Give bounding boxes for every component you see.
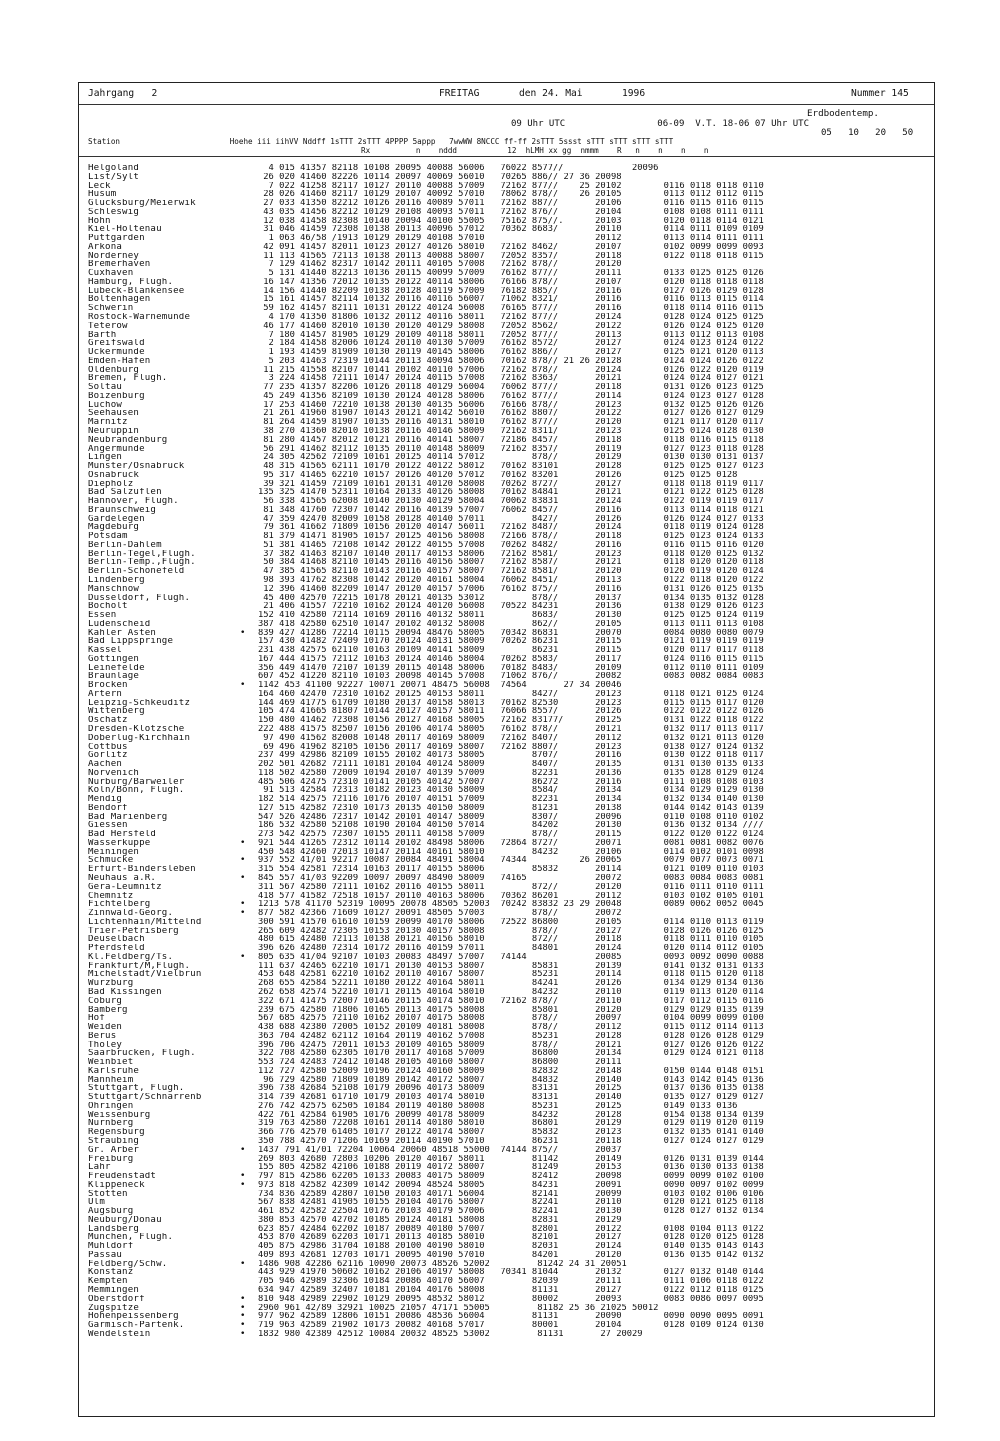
table-row: 1 063 46/58 /1913 10129 20129 40108 57010 20112 0113 0114 0111 0111 bbox=[258, 234, 764, 243]
table-row: 167 444 41575 72112 10163 20124 40146 58004 70262 8583/ 20117 0124 0116 0115 0115 bbox=[258, 654, 764, 664]
mountain-station-marker: • bbox=[240, 681, 246, 690]
station-name: Helgoland bbox=[88, 164, 140, 173]
table-row: 7 180 41457 81905 10129 20109 40118 58011 72052 877// 20113 0113 0112 0113 0108 bbox=[258, 330, 764, 340]
station-name: Braunlage bbox=[88, 672, 140, 682]
station-name: Gr. Arber • bbox=[88, 1145, 246, 1155]
mountain-station-marker: • bbox=[240, 952, 246, 962]
header-rule bbox=[79, 104, 934, 105]
station-name: Essen bbox=[88, 611, 117, 620]
station-name: Weissenburg bbox=[88, 1110, 151, 1120]
table-row: 719 963 42589 21902 10173 20082 40168 57017 80001 20104 0128 0109 0124 0130 bbox=[258, 1321, 764, 1330]
station-name: Berlin-Dahlem bbox=[88, 540, 162, 550]
station-name: Wendelstein • bbox=[88, 1329, 246, 1339]
mountain-station-marker: • bbox=[240, 628, 246, 638]
table-row: 144 469 41775 61709 10180 20137 40158 58013 70162 82530 20123 0115 0115 0117 0120 bbox=[258, 698, 764, 708]
station-name: Saarbrücken, Flugh. bbox=[88, 1049, 196, 1059]
table-row: 396 738 42684 52108 10179 20096 40173 58009 83131 20125 0137 0136 0135 0138 bbox=[258, 1084, 764, 1094]
table-row: 2 184 41458 82006 10124 20110 40130 57009 76162 8572/ 20127 0124 0123 0124 0122 bbox=[258, 339, 764, 349]
station-name: Neubrandenburg bbox=[88, 435, 168, 445]
table-row: 46 177 41460 82010 10130 20120 40129 58008 72052 8562/ 20122 0126 0124 0125 0120 bbox=[258, 321, 764, 331]
table-row: 567 838 42481 41905 10155 20104 40176 58007 82241 20110 0120 0121 0125 0118 bbox=[258, 1198, 764, 1208]
table-row: 56 291 41462 82112 10135 20110 40148 58009 72162 8357/ 20119 0127 0123 0118 0128 bbox=[258, 444, 764, 454]
table-row: 314 739 42681 61710 10179 20103 40174 58010 83131 20140 0135 0127 0129 0127 bbox=[258, 1093, 764, 1102]
station-name: Bad Lippspringe bbox=[88, 637, 174, 647]
station-name: Lichtenhain/Mittelnd bbox=[88, 917, 202, 927]
table-row: 186 532 42580 52108 10190 20104 40150 57014 84202 20130 0136 0132 0134 //// bbox=[258, 821, 764, 831]
table-row: 127 515 42582 72310 10173 20135 40150 58009 81231 20138 0144 0142 0143 0139 bbox=[258, 803, 764, 813]
station-name: Angermünde bbox=[88, 444, 145, 454]
table-row: 443 929 41970 50602 10162 20106 40197 58008 70341 81044 20132 0127 0132 0140 0144 bbox=[258, 1268, 764, 1278]
station-name: Görlitz bbox=[88, 751, 128, 761]
table-row: 118 502 42580 72009 10194 20107 40139 57009 82231 20136 0135 0128 0129 0124 bbox=[258, 768, 764, 778]
col-head-line1: 09 Uhr UTC 06-09 V.T. 18-06 07 Uhr UTC bbox=[511, 119, 810, 129]
table-row: 623 857 42484 62202 10187 20089 40180 57007 82801 20122 0108 0104 0113 0122 bbox=[258, 1224, 764, 1234]
station-name: Lingen bbox=[88, 453, 123, 463]
table-row: 12 038 41458 82308 10140 20094 40100 55005 75162 875//. 20103 0120 0118 0114 0121 bbox=[258, 216, 764, 226]
station-name: Frankfurt/M,Flugh. bbox=[88, 961, 191, 971]
table-row: 5 203 41463 72319 10144 20113 40094 58006 70162 878// 21 26 20128 0124 0124 0126 0122 bbox=[258, 356, 764, 366]
station-name: Feldberg/Schw. • bbox=[88, 1259, 246, 1269]
table-row: 845 557 41/03 92209 10097 20097 48490 58009 74165 20072 0083 0084 0083 0081 bbox=[258, 874, 764, 883]
table-row: 973 818 42582 42309 10142 20094 48524 58005 84231 20091 0090 0097 0102 0099 bbox=[258, 1180, 764, 1190]
station-name: Tholey bbox=[88, 1040, 123, 1050]
table-row: 48 315 41565 62111 10170 20122 40122 58012 70162 83101 20128 0125 0125 0127 0123 bbox=[258, 462, 764, 471]
table-row: 269 803 42680 72803 10206 20120 40167 58011 81142 20149 0126 0131 0139 0144 bbox=[258, 1154, 764, 1164]
station-name: Mühldorf bbox=[88, 1242, 134, 1251]
table-row: 45 400 42570 72215 10178 20121 40135 53012 878// 20137 0134 0135 0132 0128 bbox=[258, 593, 764, 603]
table-row: 1 193 41459 81909 10130 20119 40145 58006 76162 886// 20127 0125 0121 0120 0113 bbox=[258, 348, 764, 357]
station-name: Nürburg/Barweiler bbox=[88, 777, 185, 787]
table-row: 387 418 42580 62510 10147 20102 40132 58008 862// 20105 0113 0111 0113 0108 bbox=[258, 619, 764, 629]
table-row: 1142 453 41100 92227 10071 20071 48475 56008 74564 27 34 20046 bbox=[258, 681, 622, 690]
station-name: Aachen bbox=[88, 760, 123, 769]
station-name: Coburg bbox=[88, 996, 123, 1006]
station-name: Kempten bbox=[88, 1277, 128, 1286]
station-name: Leinefelde bbox=[88, 663, 145, 673]
station-name: Hof bbox=[88, 1014, 106, 1024]
station-name: Emden-Hafen bbox=[88, 356, 151, 366]
station-name: Chemnitz bbox=[88, 891, 134, 901]
table-row: 96 729 42580 71809 10189 20142 40172 58007 84832 20140 0143 0142 0145 0136 bbox=[258, 1075, 764, 1085]
table-row: 5 131 41440 82213 10136 20115 40099 57009 76162 877// 20111 0133 0125 0125 0126 bbox=[258, 269, 764, 278]
station-name: Glücksburg/Meierwik bbox=[88, 199, 196, 208]
table-row: 24 305 42562 72109 10161 20125 40114 57012 878// 20129 0130 0130 0131 0137 bbox=[258, 453, 764, 463]
station-name: München, Flugh. bbox=[88, 1233, 174, 1243]
station-name: Boizenburg bbox=[88, 391, 145, 401]
station-name: Stuttgart/Schnarrenb bbox=[88, 1093, 202, 1102]
station-name: Potsdam bbox=[88, 532, 128, 541]
station-name: Bad Marienberg bbox=[88, 812, 168, 822]
station-name: Cottbus bbox=[88, 742, 128, 752]
station-name: Marnitz bbox=[88, 418, 128, 427]
station-name: Berus bbox=[88, 1031, 117, 1041]
station-name: Oschatz bbox=[88, 716, 128, 725]
mountain-station-marker: • bbox=[240, 1312, 246, 1322]
table-row: 11 113 41565 72113 10138 20113 40088 58007 72052 8357/ 20118 0122 0118 0118 0115 bbox=[258, 251, 764, 261]
station-name: Schwerin bbox=[88, 304, 134, 314]
station-name: Norderney bbox=[88, 251, 140, 261]
table-row: 231 438 42575 62110 10163 20109 40141 58009 86231 20115 0120 0117 0117 0118 bbox=[258, 646, 764, 655]
table-row: 51 381 41465 72108 10142 20122 40155 57008 70262 8482/ 20116 0116 0115 0116 0120 bbox=[258, 540, 764, 550]
table-row: 81 264 41459 81907 10135 20116 40131 58010 76162 877// 20120 0121 0117 0120 0117 bbox=[258, 418, 764, 427]
table-row: 135 325 41470 52311 10164 20133 40126 58008 70162 84841 20121 0121 0122 0125 0128 bbox=[258, 488, 764, 498]
station-name: Leipzig-Schkeuditz bbox=[88, 698, 191, 708]
station-name: Kahler Asten • bbox=[88, 628, 246, 638]
station-name: Deuselbach bbox=[88, 935, 145, 945]
station-name: Neuburg/Donau bbox=[88, 1215, 162, 1225]
table-row: 157 430 41482 72409 10170 20124 40131 58009 70262 86231 20115 0121 0119 0119 0119 bbox=[258, 637, 764, 647]
station-name: Meiningen bbox=[88, 847, 140, 857]
table-row: 273 542 42575 72307 10155 20111 40158 57009 878// 20115 0122 0120 0122 0124 bbox=[258, 830, 764, 839]
table-row: 322 708 42580 62305 10170 20117 40168 57009 86800 20134 0129 0124 0121 0118 bbox=[258, 1049, 764, 1059]
station-name: Kassel bbox=[88, 646, 123, 655]
table-row: 105 474 41665 81807 10144 20127 40157 58011 76066 8557/ 20126 0122 0122 0122 0126 bbox=[258, 707, 764, 717]
mountain-station-marker: • bbox=[240, 874, 246, 883]
table-row: 276 742 42575 62505 10184 20119 40180 58008 85231 20125 0149 0133 0136 bbox=[258, 1101, 738, 1111]
mountain-station-marker: • bbox=[240, 1145, 246, 1155]
table-row: 265 609 42482 72305 10153 20130 40157 58008 878// 20127 0128 0126 0126 0125 bbox=[258, 926, 764, 936]
table-row: 363 704 42482 62112 10164 20119 40162 57008 85231 20128 0128 0126 0128 0129 bbox=[258, 1031, 764, 1041]
table-row: 311 567 42580 72111 10162 20116 40155 58011 872// 20120 0116 0111 0110 0111 bbox=[258, 882, 764, 892]
station-name: Barth bbox=[88, 330, 117, 340]
station-name: Stötten bbox=[88, 1189, 128, 1199]
col-head-line0: Erdbodentemp. bbox=[807, 108, 879, 119]
table-row: 839 427 41286 72214 10115 20094 48476 58005 70342 86831 20070 0084 0080 0080 0079 bbox=[258, 628, 764, 638]
mountain-station-marker: • bbox=[240, 909, 246, 918]
station-name: Öhringen bbox=[88, 1101, 134, 1111]
year-label: 1996 bbox=[622, 88, 646, 99]
station-name: Landsberg bbox=[88, 1224, 140, 1234]
table-row: 21 406 41557 72210 10162 20124 40120 56008 70522 84231 20136 0138 0129 0126 0123 bbox=[258, 602, 764, 612]
station-name: Bamberg bbox=[88, 1005, 128, 1015]
table-row: 37 382 41463 82107 10140 20117 40153 58006 72162 8581/ 20123 0118 0120 0125 0132 bbox=[258, 549, 764, 559]
table-row: 4 015 41357 82118 10108 20095 40088 56006 76022 8577// 20096 bbox=[258, 164, 659, 173]
station-name: Hohn bbox=[88, 216, 111, 226]
table-row: 47 359 42470 82009 10158 20128 40140 57011 8427/ 20126 0126 0124 0127 0133 bbox=[258, 514, 764, 524]
table-row: 98 393 41762 82308 10142 20120 40161 58004 76062 8451/ 20113 0122 0118 0120 0122 bbox=[258, 575, 764, 585]
station-name: Dresden-Klotzsche bbox=[88, 725, 185, 734]
station-name: Berlin-Tegel,Flugh. bbox=[88, 549, 196, 559]
table-row: 268 655 42584 52211 10180 20122 40164 58011 84241 20126 0134 0129 0134 0136 bbox=[258, 979, 764, 988]
table-row: 453 870 42689 62203 10171 20113 40185 58010 82101 20127 0128 0120 0125 0128 bbox=[258, 1233, 764, 1243]
station-name: Hohenpeissenberg • bbox=[88, 1312, 246, 1322]
table-row: 7 022 41258 82117 10127 20110 40088 57009 72162 877// 25 20102 0116 0118 0118 0110 bbox=[258, 181, 764, 191]
station-name: Magdeburg bbox=[88, 523, 140, 533]
station-name: Brocken • bbox=[88, 681, 246, 690]
table-row: 480 615 42480 72113 10138 20121 40156 58010 872// 20118 0118 0111 0110 0105 bbox=[258, 935, 764, 945]
table-row: 59 162 41457 82111 10131 20122 40124 56008 76165 877// 20116 0118 0114 0116 0115 bbox=[258, 304, 764, 314]
table-row: 921 544 41265 72312 10114 20102 48498 58006 72864 8727/ 20071 0081 0081 0082 0076 bbox=[258, 838, 764, 848]
station-name: Berlin-Schönefeld bbox=[88, 567, 185, 576]
table-row: 15 161 41457 82114 10132 20116 40116 56007 71062 8321/ 20116 0116 0113 0115 0114 bbox=[258, 295, 764, 305]
mountain-station-marker: • bbox=[240, 1180, 246, 1190]
table-row: 1832 980 42389 42512 10084 20032 48525 53002 81131 27 20029 bbox=[258, 1329, 643, 1339]
table-row: 21 261 41960 81907 10143 20121 40142 56010 76162 8807/ 20122 0127 0126 0127 0129 bbox=[258, 409, 764, 419]
station-name: Nürnberg bbox=[88, 1119, 134, 1129]
station-name: Lindenberg bbox=[88, 575, 145, 585]
station-name: Bad Kissingen bbox=[88, 987, 162, 997]
table-row: 485 506 42475 72310 10141 20105 40142 57007 86272 20116 0111 0108 0108 0103 bbox=[258, 777, 764, 787]
mountain-station-marker: • bbox=[240, 900, 246, 910]
station-name: Trier-Petrisberg bbox=[88, 926, 179, 936]
station-name: Weiden bbox=[88, 1023, 123, 1032]
mountain-station-marker: • bbox=[240, 1172, 246, 1181]
station-name: Artern bbox=[88, 689, 123, 699]
volume-label: Jahrgang 2 bbox=[88, 88, 158, 99]
table-row: 396 706 42475 72011 10153 20109 40165 58009 878// 20121 0127 0126 0126 0122 bbox=[258, 1040, 764, 1050]
station-name: Garmisch-Partenk. • bbox=[88, 1321, 246, 1330]
station-name: Wittenberg bbox=[88, 707, 145, 717]
table-row: 734 836 42589 42807 10150 20103 40171 56004 82141 20099 0103 0102 0106 0106 bbox=[258, 1189, 764, 1199]
station-name: Lüchow bbox=[88, 400, 123, 410]
table-row: 300 591 41570 61610 10159 20099 40170 58006 72522 86800 20105 0114 0110 0113 0119 bbox=[258, 917, 764, 927]
station-name: Michelstadt/Vielbrun bbox=[88, 970, 202, 980]
table-row: 634 947 42589 32407 10181 20104 40176 58008 81131 20127 0122 0112 0118 0125 bbox=[258, 1286, 764, 1295]
table-row: 152 410 42580 72114 10169 20116 40132 58011 8683/ 20130 0125 0125 0124 0119 bbox=[258, 611, 764, 620]
station-name: Cuxhaven bbox=[88, 269, 134, 278]
station-name: Zugspitze • bbox=[88, 1303, 246, 1313]
table-row: 237 499 42986 82109 10155 20102 40173 58005 8707/ 20116 0130 0122 0118 0117 bbox=[258, 751, 764, 761]
col-head-line4: Rx n nddd 12 hLMH xx gg nmmm R n n n n bbox=[361, 146, 709, 155]
table-row: 12 396 41460 82209 10147 20120 40157 57006 76162 875// 20116 0131 0126 0125 0135 bbox=[258, 584, 764, 594]
table-row: 239 675 42580 71806 10165 20113 40175 58008 85801 20120 0129 0129 0135 0139 bbox=[258, 1005, 764, 1015]
station-name: Neuruppin bbox=[88, 426, 140, 436]
table-row: 79 361 41662 71809 10156 20120 40147 56011 72162 8487/ 20124 0118 0119 0124 0128 bbox=[258, 523, 764, 533]
table-row: 111 637 42465 62210 10171 20130 40153 58007 85831 20139 0141 0132 0131 0133 bbox=[258, 961, 764, 971]
station-name: Greifswald bbox=[88, 339, 145, 349]
table-row: 396 626 42480 72314 10172 20116 40159 57011 84801 20124 0120 0114 0112 0105 bbox=[258, 944, 764, 953]
table-row: 38 270 41360 82010 10138 20116 40146 58009 72162 8311/ 20123 0125 0124 0128 0130 bbox=[258, 426, 764, 436]
table-row: 155 805 42582 42106 10188 20119 40172 58007 81249 20153 0136 0130 0133 0138 bbox=[258, 1163, 764, 1173]
station-name: Köln/Bonn, Flugh. bbox=[88, 786, 185, 796]
table-row: 14 156 41440 82209 10138 20128 40119 57009 76182 885// 20116 0127 0126 0129 0128 bbox=[258, 286, 764, 296]
col-head-line2: 05 10 20 50 bbox=[821, 128, 914, 138]
station-name: Fichtelberg • bbox=[88, 900, 246, 910]
station-name: Berlin-Temp.,Flugh. bbox=[88, 558, 196, 568]
table-row: 7 129 41462 82317 10142 20111 40105 57008 72162 878// 20120 bbox=[258, 260, 622, 270]
table-row: 319 763 42580 72208 10161 20114 40180 58010 86801 20129 0129 0119 0120 0119 bbox=[258, 1119, 764, 1129]
table-row: 81 348 41760 72307 10142 20116 40139 57007 76062 8457/ 20116 0113 0114 0118 0121 bbox=[258, 505, 764, 515]
station-name: Bendorf bbox=[88, 803, 128, 813]
table-row: 547 526 42486 72317 10142 20101 40147 58009 8307/ 20096 0110 0108 0110 0102 bbox=[258, 812, 764, 822]
station-name: Lüdenscheid bbox=[88, 619, 151, 629]
col-head-line3: Station Hoehe iii iihVV Nddff 1sTTT 2sTTT 4PPPP 5appp 7wwWW 8NCCC ff-ff 2sTTT 5ssst sTTT sTTT sTTT sTTT bbox=[88, 137, 674, 146]
station-name: Pferdsfeld bbox=[88, 944, 145, 953]
table-row: 11 215 41558 82107 10141 20102 40110 57006 72162 878// 20124 0126 0122 0120 0119 bbox=[258, 365, 764, 375]
station-name: Osnabrück bbox=[88, 470, 140, 480]
table-row: 450 548 42460 72013 10147 20114 40161 58010 84232 20106 0114 0102 0101 0098 bbox=[258, 847, 764, 857]
mountain-station-marker: • bbox=[240, 1303, 246, 1313]
station-name: Mannheim bbox=[88, 1075, 134, 1085]
table-row: 81 379 41471 81905 10157 20125 40156 58008 72166 878// 20118 0125 0123 0124 0133 bbox=[258, 532, 764, 541]
table-row: 56 338 41565 62008 10140 20130 40129 58004 70062 83831 20124 0122 0119 0119 0117 bbox=[258, 497, 764, 506]
observation-table bbox=[258, 164, 928, 1339]
table-row: 1486 908 42286 62116 10090 20073 48526 52002 81242 24 31 20051 bbox=[258, 1259, 627, 1269]
table-row: 405 875 42986 31704 10188 20100 40190 58010 82031 20124 0140 0135 0143 0143 bbox=[258, 1242, 764, 1251]
table-row: 45 249 41356 82109 10130 20124 40128 58006 76162 877// 20114 0124 0123 0127 0128 bbox=[258, 391, 764, 401]
table-row: 380 853 42570 42702 10185 20124 40181 58008 82831 20129 bbox=[258, 1215, 622, 1225]
table-row: 461 852 42582 22504 10176 20103 40179 57006 82241 20130 0128 0127 0132 0134 bbox=[258, 1207, 764, 1216]
table-row: 3 224 41458 72111 10147 20124 40115 57008 72162 8363/ 20121 0124 0124 0127 0121 bbox=[258, 374, 764, 384]
column-head-rule bbox=[79, 156, 934, 157]
station-name: Erfurt-Bindersleben bbox=[88, 865, 196, 875]
station-name: Freudenstadt • bbox=[88, 1172, 246, 1181]
table-row: 31 046 41459 72308 10138 20113 40096 57012 70362 8683/ 20110 0114 0111 0109 0109 bbox=[258, 225, 764, 235]
station-name: Braunschweig bbox=[88, 505, 157, 515]
table-row: 97 490 41562 82008 10148 20117 40169 58009 72162 8407/ 20112 0132 0121 0113 0120 bbox=[258, 733, 764, 743]
station-name: Karlsruhe bbox=[88, 1066, 140, 1076]
mountain-station-marker: • bbox=[240, 1259, 246, 1269]
mountain-station-marker: • bbox=[240, 856, 246, 866]
station-name: Bocholt bbox=[88, 602, 128, 612]
mountain-station-marker: • bbox=[240, 1321, 246, 1330]
station-name: Regensburg bbox=[88, 1128, 145, 1137]
table-row: 4 170 41350 81806 10132 20112 40116 58011 72162 877// 20124 0128 0124 0125 0125 bbox=[258, 313, 764, 322]
table-row: 453 648 42581 62210 10162 20110 40167 58007 85231 20114 0118 0115 0120 0118 bbox=[258, 970, 764, 980]
table-row: 356 449 41470 72107 10139 20115 40148 58006 70182 8483/ 20109 0112 0110 0111 0109 bbox=[258, 663, 764, 673]
table-row: 17 253 41460 72210 10138 20130 40135 56006 76166 878// 20123 0132 0125 0126 0126 bbox=[258, 400, 764, 410]
station-name: Passau bbox=[88, 1250, 123, 1260]
station-name: Manschnow bbox=[88, 584, 140, 594]
station-name: Oldenburg bbox=[88, 365, 140, 375]
station-name: Husum bbox=[88, 190, 117, 200]
table-row: 1213 578 41170 52319 10095 20078 48505 52003 70242 83832 23 29 20048 0089 0062 0052 0045 bbox=[258, 900, 764, 910]
table-row: 322 671 41475 72007 10146 20115 40174 58010 72162 878// 20110 0117 0112 0115 0116 bbox=[258, 996, 764, 1006]
table-row: 222 488 41575 82507 10156 20106 40174 58005 76162 878// 20121 0132 0117 0113 0117 bbox=[258, 725, 764, 734]
table-row: 607 452 41220 82110 10103 20098 40145 57008 71062 876// 20082 0083 0082 0084 0083 bbox=[258, 672, 764, 682]
station-name: Hannover, Flugh. bbox=[88, 497, 179, 506]
table-row: 39 321 41459 72109 10161 20131 40120 58008 70262 8727/ 20127 0118 0118 0119 0117 bbox=[258, 479, 764, 489]
mountain-station-marker: • bbox=[240, 838, 246, 848]
weekday-label: FREITAG bbox=[439, 88, 480, 99]
station-name: Hamburg, Flugh. bbox=[88, 277, 174, 287]
station-name: Düsseldorf, Flugh. bbox=[88, 593, 191, 603]
station-name: Mendig bbox=[88, 795, 123, 804]
table-row: 350 788 42570 71206 10169 20114 40190 57010 86231 20118 0127 0124 0127 0129 bbox=[258, 1136, 764, 1146]
station-name: Zinnwald-Georg. • bbox=[88, 909, 246, 918]
station-name: Augsburg bbox=[88, 1207, 134, 1216]
mountain-station-marker: • bbox=[240, 1329, 246, 1339]
station-name: Kl.Feldberg/Ts. • bbox=[88, 952, 246, 962]
table-row: 112 727 42580 52009 10196 20124 40160 58009 82832 20148 0150 0144 0148 0151 bbox=[258, 1066, 764, 1076]
table-row: 366 776 42570 61405 10177 20122 40174 58007 85832 20123 0132 0135 0141 0140 bbox=[258, 1128, 764, 1137]
station-name: Ulm bbox=[88, 1198, 106, 1208]
table-row: 164 460 42470 72310 10162 20125 40153 58011 8427/ 20123 0118 0121 0125 0124 bbox=[258, 689, 764, 699]
table-row: 91 513 42584 72313 10182 20123 40130 58009 8584/ 20134 0134 0129 0129 0130 bbox=[258, 786, 764, 796]
station-name: Klippeneck • bbox=[88, 1180, 246, 1190]
station-name: Schmücke • bbox=[88, 856, 246, 866]
date-label: den 24. Mai bbox=[519, 88, 583, 99]
station-name: Oberstdorf • bbox=[88, 1294, 246, 1304]
station-name: Diepholz bbox=[88, 479, 134, 489]
table-row: 28 026 41460 82117 10129 20107 40092 57010 78062 878// 26 20105 0113 0112 0112 0115 bbox=[258, 190, 764, 200]
table-row: 705 946 42989 32306 10184 20086 40170 56007 82039 20111 0111 0106 0118 0122 bbox=[258, 1277, 764, 1286]
station-name: Giessen bbox=[88, 821, 128, 831]
station-name: Bad Salzuflen bbox=[88, 488, 162, 498]
station-name: Konstanz bbox=[88, 1268, 134, 1278]
station-name: Gera-Leumnitz bbox=[88, 882, 162, 892]
table-row: 810 948 42989 22902 10129 20095 48532 58012 80002 20093 0083 0086 0097 0095 bbox=[258, 1294, 764, 1304]
table-row: 315 554 42581 72314 10163 20117 40155 58006 85832 20114 0121 0109 0110 0103 bbox=[258, 865, 764, 875]
station-name: Straubing bbox=[88, 1136, 140, 1146]
station-name: Göttingen bbox=[88, 654, 140, 664]
station-name: List/Sylt bbox=[88, 172, 140, 182]
table-row: 77 235 41357 82206 10126 20118 40129 56004 76062 877// 20118 0131 0126 0123 0125 bbox=[258, 383, 764, 392]
station-name: Bremerhaven bbox=[88, 260, 151, 270]
table-row: 42 091 41457 82011 10123 20127 40126 58010 72162 8462/ 20107 0102 0099 0099 0093 bbox=[258, 242, 764, 252]
table-row: 977 962 42589 12806 10151 20086 48536 56004 81131 20090 0090 0090 0095 0091 bbox=[258, 1312, 764, 1322]
station-name: Stuttgart, Flugh. bbox=[88, 1084, 185, 1094]
table-row: 43 035 41456 82212 10129 20108 40093 57011 72162 876// 20104 0108 0108 0111 0111 bbox=[258, 207, 764, 217]
table-row: 418 577 41582 72518 10157 20110 40163 58006 70362 86201 20112 0103 0102 0105 0101 bbox=[258, 891, 764, 901]
station-name: Münster/Osnabrück bbox=[88, 462, 185, 471]
station-name: Würzburg bbox=[88, 979, 134, 988]
table-row: 27 033 41350 82212 10126 20116 40089 57011 72162 887// 20106 0116 0115 0116 0115 bbox=[258, 199, 764, 208]
station-name: Puttgarden bbox=[88, 234, 145, 243]
station-name: Doberlug-Kirchhain bbox=[88, 733, 191, 743]
table-row: 422 761 42584 61905 10176 20099 40178 58009 84232 20128 0154 0138 0134 0139 bbox=[258, 1110, 764, 1120]
table-row: 95 317 41465 62210 10157 20126 40120 57012 70162 83201 20126 0125 0125 0128 bbox=[258, 470, 738, 480]
table-row: 937 552 41/01 92217 10087 20084 48491 58004 74344 26 20065 0079 0077 0073 0071 bbox=[258, 856, 764, 866]
table-row: 567 685 42575 72110 10162 20107 40175 58008 878// 20097 0104 0099 0099 0100 bbox=[258, 1014, 764, 1024]
table-row: 69 496 41962 82105 10156 20117 40169 58007 72162 8807/ 20123 0138 0127 0124 0132 bbox=[258, 742, 764, 752]
table-row: 202 501 42682 72111 10181 20104 40124 58009 8407/ 20135 0131 0130 0135 0133 bbox=[258, 760, 764, 769]
table-row: 877 582 42366 71609 10127 20091 48505 57003 878// 20072 bbox=[258, 909, 622, 918]
station-name: Weinbiet bbox=[88, 1058, 134, 1067]
table-row: 16 147 41356 72012 10135 20122 40114 58006 76166 878// 20107 0120 0118 0118 0118 bbox=[258, 277, 764, 287]
table-row: 1437 791 41/01 72204 10064 20060 48518 55000 74144 875// 20037 bbox=[258, 1145, 622, 1155]
table-row: 150 480 41462 72308 10156 20127 40168 58005 72162 83177/ 20125 0131 0122 0118 0122 bbox=[258, 716, 764, 725]
station-name: Schleswig bbox=[88, 207, 140, 217]
table-row: 438 688 42380 72005 10152 20109 40181 58008 878// 20112 0115 0112 0114 0113 bbox=[258, 1023, 764, 1032]
table-row: 81 280 41457 82012 10121 20116 40141 58007 72186 8457/ 20118 0118 0116 0115 0118 bbox=[258, 435, 764, 445]
station-name: Lübeck-Blankensee bbox=[88, 286, 185, 296]
table-row: 409 893 42681 12703 10171 20095 40190 57010 84201 20120 0136 0135 0142 0132 bbox=[258, 1250, 764, 1260]
station-name: Neuhaus a.R. • bbox=[88, 874, 246, 883]
station-name: Gardelegen bbox=[88, 514, 145, 524]
station-name: Wasserkuppe • bbox=[88, 838, 246, 848]
station-name: Boltenhagen bbox=[88, 295, 151, 305]
station-name: Leck bbox=[88, 181, 111, 191]
table-row: 50 384 41468 82110 10145 20116 40156 58007 72162 8587/ 20121 0118 0120 0120 0118 bbox=[258, 558, 764, 568]
station-name: Soltau bbox=[88, 383, 123, 392]
station-name: Bremen, Flugh. bbox=[88, 374, 168, 384]
mountain-station-marker: • bbox=[240, 1294, 246, 1304]
issue-number: Nummer 145 bbox=[851, 88, 909, 99]
table-row: 262 658 42574 52210 10171 20115 40164 58010 84232 20110 0119 0113 0120 0114 bbox=[258, 987, 764, 997]
station-name: Memmingen bbox=[88, 1286, 140, 1295]
station-name: Rostock-Warnemünde bbox=[88, 313, 191, 322]
station-name: Nörvenich bbox=[88, 768, 140, 778]
station-name: Bad Hersfeld bbox=[88, 830, 157, 839]
station-list bbox=[88, 164, 273, 1339]
station-name: Lahr bbox=[88, 1163, 111, 1173]
station-name: Kiel-Holtenau bbox=[88, 225, 162, 235]
station-name: Teterow bbox=[88, 321, 128, 331]
table-row: 553 724 42483 72412 10148 20105 40160 58007 86800 20111 bbox=[258, 1058, 622, 1067]
table-row: 47 385 41565 82110 10143 20116 40157 58007 72162 8581/ 20120 0120 0119 0120 0124 bbox=[258, 567, 764, 576]
station-name: Seehausen bbox=[88, 409, 140, 419]
table-row: 2960 961 42/89 32921 10025 21057 47171 55005 81182 25 36 21025 50012 bbox=[258, 1303, 659, 1313]
station-name: Ückermünde bbox=[88, 348, 145, 357]
station-name: Freiburg bbox=[88, 1154, 134, 1164]
table-row: 182 514 42575 72116 10176 20107 40151 57009 82231 20134 0132 0134 0140 0130 bbox=[258, 795, 764, 804]
table-row: 797 815 42586 62205 10133 20083 40175 58009 82412 20098 0099 0099 0102 0100 bbox=[258, 1172, 764, 1181]
station-name: Arkona bbox=[88, 242, 123, 252]
table-row: 26 020 41460 82226 10114 20097 40069 56010 70265 886// 27 36 20098 bbox=[258, 172, 622, 182]
table-row: 805 635 41/04 92107 10103 20083 48497 57007 74144 20085 0093 0092 0090 0088 bbox=[258, 952, 764, 962]
